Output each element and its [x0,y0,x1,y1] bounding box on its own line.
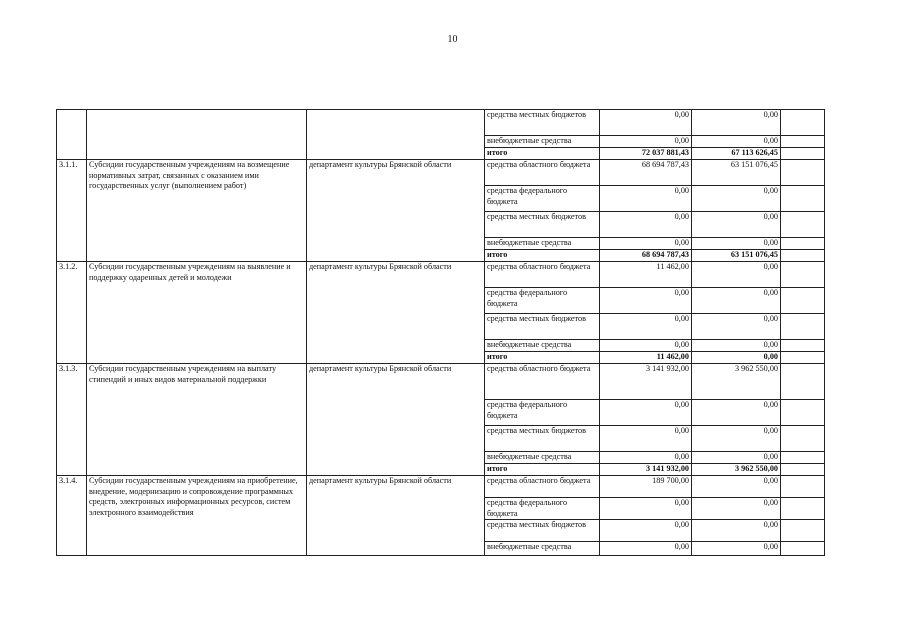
funding-source: внебюджетные средства [485,136,600,148]
page-number: 10 [447,34,458,45]
empty-cell [781,452,825,464]
amount-year-1: 0,00 [600,426,692,452]
responsible-executor: департамент культуры Брянской области [307,262,485,364]
amount-year-2: 3 962 550,00 [692,464,781,476]
funding-source: средства областного бюджета [485,476,600,498]
amount-year-2: 0,00 [692,110,781,136]
funding-source: средства местных бюджетов [485,110,600,136]
amount-year-1: 3 141 932,00 [600,464,692,476]
amount-year-1: 0,00 [600,314,692,340]
item-name: Субсидии государственным учреждениям на выплату стипендий и иных видов материальной поддержки [87,364,307,476]
funding-source: средства федерального бюджета [485,186,600,212]
amount-year-2: 0,00 [692,136,781,148]
item-name: Субсидии государственным учреждениям на возмещение нормативных затрат, связанных с оказанием ими государственных услуг (выполнением работ) [87,160,307,262]
amount-year-2: 0,00 [692,400,781,426]
funding-table-body [57,110,825,556]
amount-year-1: 11 462,00 [600,262,692,288]
item-name-cell [87,110,307,160]
amount-year-1: 68 694 787,43 [600,250,692,262]
item-code: 3.1.4. [57,476,87,556]
empty-cell [781,262,825,288]
funding-source: средства областного бюджета [485,364,600,400]
empty-cell [781,364,825,400]
amount-year-2: 63 151 076,45 [692,250,781,262]
funding-source: средства местных бюджетов [485,212,600,238]
empty-cell [781,288,825,314]
amount-year-2: 67 113 626,45 [692,148,781,160]
item-code: 3.1.1. [57,160,87,262]
amount-year-2: 3 962 550,00 [692,364,781,400]
amount-year-1: 0,00 [600,136,692,148]
empty-cell [781,352,825,364]
empty-cell [781,250,825,262]
funding-source: средства областного бюджета [485,262,600,288]
amount-year-2: 0,00 [692,262,781,288]
amount-year-2: 0,00 [692,288,781,314]
funding-row [57,364,825,400]
responsible-executor: департамент культуры Брянской области [307,160,485,262]
amount-year-2: 0,00 [692,352,781,364]
empty-cell [781,464,825,476]
item-name: Субсидии государственным учреждениям на приобретение, внедрение, модернизацию и сопровождение программных средств, электронных информационных ресурсов, систем электронного взаимодействия [87,476,307,556]
empty-cell [781,136,825,148]
amount-year-2: 0,00 [692,520,781,542]
empty-cell [781,148,825,160]
responsible-cell [307,110,485,160]
responsible-executor: департамент культуры Брянской области [307,364,485,476]
amount-year-2: 0,00 [692,476,781,498]
funding-row [57,110,825,136]
funding-source: итого [485,464,600,476]
amount-year-2: 0,00 [692,212,781,238]
amount-year-2: 0,00 [692,186,781,212]
empty-cell [781,400,825,426]
funding-source: средства федерального бюджета [485,288,600,314]
funding-source: внебюджетные средства [485,452,600,464]
amount-year-2: 0,00 [692,314,781,340]
amount-year-1: 0,00 [600,542,692,556]
amount-year-1: 0,00 [600,110,692,136]
funding-row [57,476,825,498]
funding-source: внебюджетные средства [485,542,600,556]
empty-cell [781,340,825,352]
funding-source: итого [485,250,600,262]
empty-cell [781,238,825,250]
responsible-executor: департамент культуры Брянской области [307,476,485,556]
amount-year-1: 3 141 932,00 [600,364,692,400]
empty-cell [781,314,825,340]
funding-source: средства областного бюджета [485,160,600,186]
funding-source: средства федерального бюджета [485,400,600,426]
amount-year-1: 11 462,00 [600,352,692,364]
empty-cell [781,498,825,520]
empty-cell [781,160,825,186]
funding-source: средства местных бюджетов [485,426,600,452]
funding-row [57,262,825,288]
amount-year-1: 0,00 [600,452,692,464]
empty-cell [781,520,825,542]
amount-year-2: 0,00 [692,542,781,556]
amount-year-2: 0,00 [692,498,781,520]
funding-source: средства федерального бюджета [485,498,600,520]
funding-source: средства местных бюджетов [485,520,600,542]
amount-year-1: 72 037 881,43 [600,148,692,160]
amount-year-1: 68 694 787,43 [600,160,692,186]
funding-source: внебюджетные средства [485,340,600,352]
empty-cell [781,212,825,238]
amount-year-2: 0,00 [692,238,781,250]
funding-source: итого [485,352,600,364]
funding-source: итого [485,148,600,160]
item-code: 3.1.3. [57,364,87,476]
amount-year-1: 0,00 [600,400,692,426]
amount-year-2: 0,00 [692,340,781,352]
amount-year-1: 189 700,00 [600,476,692,498]
empty-cell [781,186,825,212]
amount-year-2: 0,00 [692,426,781,452]
empty-cell [781,476,825,498]
amount-year-1: 0,00 [600,238,692,250]
amount-year-1: 0,00 [600,186,692,212]
amount-year-1: 0,00 [600,288,692,314]
amount-year-2: 63 151 076,45 [692,160,781,186]
amount-year-1: 0,00 [600,340,692,352]
item-code-cell [57,110,87,160]
amount-year-1: 0,00 [600,498,692,520]
amount-year-2: 0,00 [692,452,781,464]
funding-source: средства местных бюджетов [485,314,600,340]
empty-cell [781,542,825,556]
empty-cell [781,110,825,136]
funding-row [57,160,825,186]
amount-year-1: 0,00 [600,520,692,542]
item-code: 3.1.2. [57,262,87,364]
item-name: Субсидии государственным учреждениям на выявление и поддержку одаренных детей и молодежи [87,262,307,364]
empty-cell [781,426,825,452]
funding-table [56,109,825,556]
amount-year-1: 0,00 [600,212,692,238]
funding-source: внебюджетные средства [485,238,600,250]
